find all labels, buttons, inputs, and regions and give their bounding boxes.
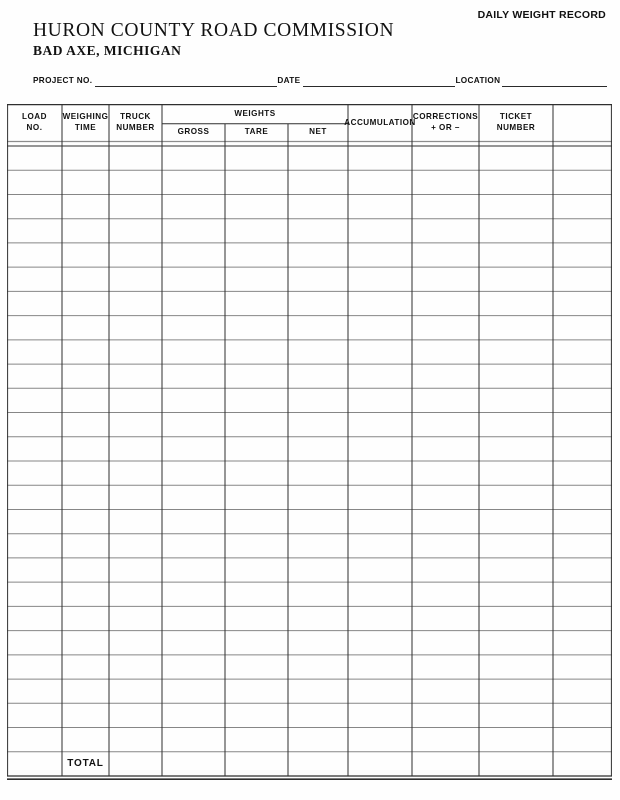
- organization-name: HURON COUNTY ROAD COMMISSION: [33, 20, 395, 41]
- letterhead: [33, 20, 593, 64]
- date-label: DATE: [277, 76, 301, 85]
- organization-city: BAD AXE, MICHIGAN: [33, 43, 182, 58]
- column-group-header-weights: WEIGHTS: [234, 108, 276, 118]
- column-header-load-no: LOAD NO.: [22, 112, 47, 132]
- column-header-weighing-time: WEIGHING TIME: [62, 112, 109, 132]
- column-header-gross: GROSS: [177, 127, 210, 137]
- column-header-net: NET: [309, 127, 327, 137]
- project-no-input[interactable]: [95, 77, 277, 87]
- column-header-accumulation: ACCUMULATION: [344, 117, 416, 127]
- form-title: DAILY WEIGHT RECORD: [477, 9, 606, 21]
- total-row-label: TOTAL: [67, 758, 104, 770]
- table-grid-lines: [7, 104, 612, 780]
- form-fields-row: [33, 73, 607, 87]
- date-input[interactable]: [303, 77, 455, 87]
- location-label: LOCATION: [455, 76, 501, 85]
- weight-record-table: [7, 104, 612, 780]
- project-no-label: PROJECT NO.: [33, 76, 93, 85]
- column-header-corrections: CORRECTIONS + OR –: [412, 112, 479, 132]
- column-header-ticket-number: TICKET NUMBER: [496, 112, 536, 132]
- column-header-tare: TARE: [244, 127, 269, 137]
- column-header-truck-number: TRUCK NUMBER: [116, 112, 155, 132]
- location-input[interactable]: [502, 77, 607, 87]
